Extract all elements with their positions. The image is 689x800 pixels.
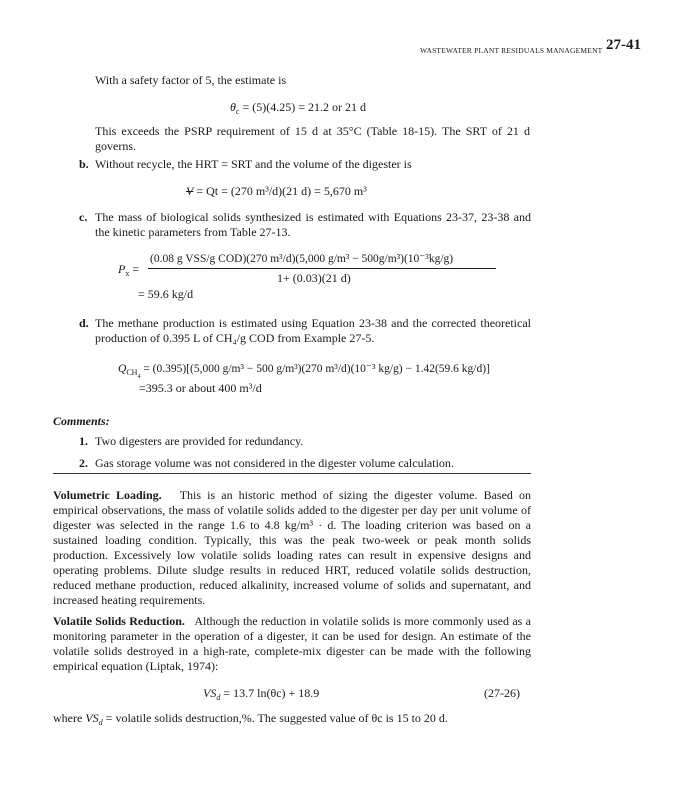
- comment-2-num: 2.: [79, 456, 88, 470]
- equation-q: $Q_{CH_4} = (0.395)[(5,000$ g/m³ − 500 g/m³)(270 m³/d)(10⁻³ kg/g) − 1.42(59.6 kg/d)]: [118, 363, 490, 380]
- comment-1-text: Two digesters are provided for redundancy.: [95, 434, 304, 448]
- equation-px-lhs: $P_x$ =: [118, 262, 140, 278]
- step-c-label: c.: [79, 210, 88, 224]
- step-b-text: Without recycle, the HRT = SRT and the volume of the digester is: [95, 157, 412, 171]
- step-d-text: The methane production is estimated using Equation 23-38 and the corrected theoretical production of 0.395 L of CH₄/g COD from Example 27-5.: [95, 316, 531, 345]
- equation-px-denominator: 1+ (0.03)(21 d): [277, 271, 351, 285]
- equation-px-fraction-bar: [148, 268, 496, 269]
- equation-px-result: = 59.6 kg/d: [138, 287, 194, 301]
- example-intro: With a safety factor of 5, the estimate is: [95, 73, 287, 87]
- volatile-paragraph: [53, 614, 531, 674]
- exceeds-text: This exceeds the PSRP requirement of 15 d at 35°C (Table 18-15). The SRT of 21 d governs.: [95, 124, 530, 153]
- equation-q-result: =395.3 or about 400 m³/d: [139, 381, 262, 395]
- running-title: WASTEWATER PLANT RESIDUALS MANAGEMENT: [420, 46, 603, 55]
- equation-q-rhs: = (0.395)[(5,000 g/m³ − 500 g/m³)(270 m³/d)(10⁻³ kg/g) − 1.42(59.6 kg/d)]: [143, 363, 490, 375]
- where-text: where $VS_d$ = volatile solids destruction,%. The suggested value of θc is 15 to 20 d.: [53, 711, 448, 727]
- equation-vsd-rhs: = 13.7 ln(θc) + 18.9: [223, 686, 320, 700]
- equation-vsd: $VS_d = 13.7$ ln(θc) + 18.9: [203, 686, 320, 702]
- volumetric-body: This is an historic method of sizing the digester volume. Based on empirical observations, the mass of volatile solids added to the digester per day per unit volume of digester was selected in the range 1.6 to 4.8 kg/m³ · d. The loading criterion was based on a sustained loading condition. Typically, this was the peak two-week or peak month solids production. Excessively low volatile solids loading rates can result in expensive designs and operating problems. Dilute sludge results in reduced HRT, reduced volatile solids destruction, reduced methane production, reduced alkalinity, increased volume of solids and supernatant, and increased heating requirements.: [53, 488, 531, 607]
- equation-px-numerator: (0.08 g VSS/g COD)(270 m³/d)(5,000 g/m³ − 500g/m³)(10⁻³kg/g): [150, 253, 454, 265]
- comment-1-num: 1.: [79, 434, 88, 448]
- equation-theta: $\theta_c = (5)(4.25) = 21.2$ or 21 d: [230, 100, 366, 116]
- volatile-heading: Volatile Solids Reduction.: [53, 614, 185, 628]
- step-d-label: d.: [79, 316, 89, 330]
- equation-number: (27-26): [484, 686, 520, 700]
- equation-volume-rhs: = Qt = (270 m³/d)(21 d) = 5,670 m³: [196, 184, 367, 198]
- volumetric-paragraph: [53, 488, 531, 608]
- where-definition: = volatile solids destruction,%. The suggested value of θc is 15 to 20 d.: [105, 711, 448, 725]
- equation-volume: V = Qt = (270 m³/d)(21 d) = 5,670 m³: [186, 184, 367, 198]
- example-end-rule: [53, 473, 531, 474]
- equation-theta-rhs: = (5)(4.25) = 21.2 or 21 d: [242, 100, 366, 114]
- comment-2-text: Gas storage volume was not considered in the digester volume calculation.: [95, 456, 454, 470]
- page-number: 27-41: [606, 37, 641, 53]
- step-c-text: The mass of biological solids synthesized is estimated with Equations 23-37, 23-38 and the kinetic parameters from Table 27-13.: [95, 210, 531, 239]
- volumetric-heading: Volumetric Loading.: [53, 488, 162, 502]
- comments-title: Comments:: [53, 414, 110, 428]
- volatile-body: Although the reduction in volatile solids is more commonly used as a monitoring parameter in the operation of a digester, it can be used for design. An estimate of the volatile solids destroyed in a high-rate, complete-mix digester can be made with the following empirical equation (Liptak, 1974):: [53, 614, 532, 673]
- step-b-label: b.: [79, 157, 89, 171]
